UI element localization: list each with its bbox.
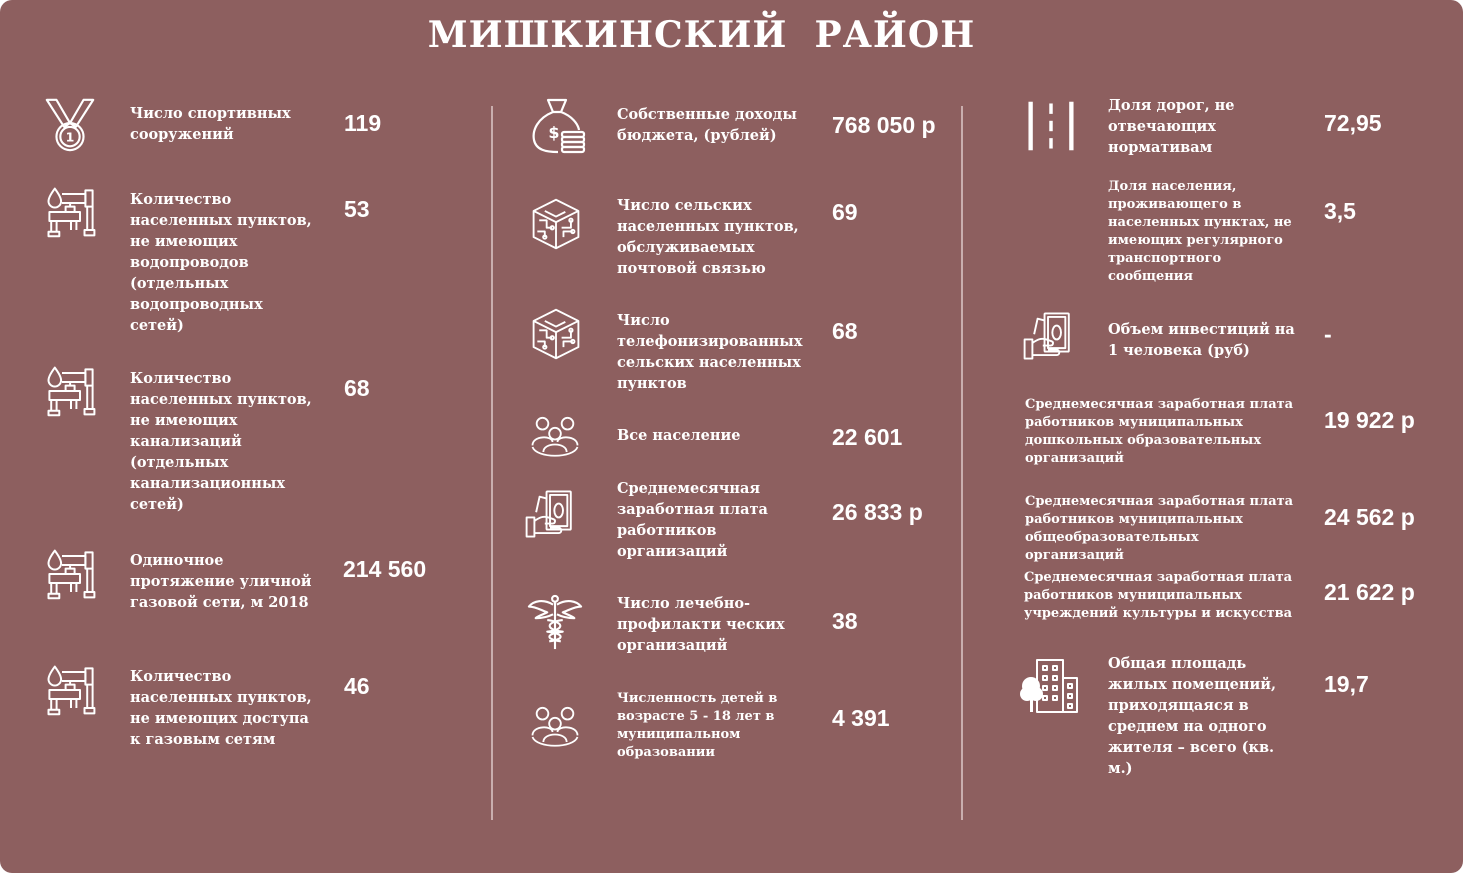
stat-value: 21 622 р (1324, 579, 1415, 605)
pipes-icon (44, 662, 98, 718)
stat-label: Среднемесячная заработная плата работников муниципальных дошкольных образовательных организаций (1025, 397, 1294, 466)
people-group-icon (524, 702, 586, 752)
stat-label: Число лечебно-профилакти ческих организаций (617, 595, 785, 654)
stat-value: 69 (832, 199, 858, 225)
stat-label: Среднемесячная заработная плата работников муниципальных общеобразовательных организаций (1025, 494, 1294, 563)
column-divider-right (961, 106, 963, 820)
people-group-icon (524, 412, 586, 462)
stat-label: Общая площадь жилых помещений, приходящаяся в среднем на одного жителя – всего (кв. м.) (1108, 655, 1277, 777)
stat-label: Доля дорог, не отвечающих нормативам (1108, 97, 1235, 156)
road-icon (1025, 96, 1077, 156)
stat-value: 68 (344, 375, 370, 401)
hand-money-icon (524, 486, 576, 542)
stat-value: 19,7 (1324, 671, 1369, 697)
stat-value: 68 (832, 318, 858, 344)
circuit-cube-icon (528, 194, 584, 254)
stat-label: Доля населения, проживающего в населенных пунктах, не имеющих регулярного транспортного сообщения (1108, 179, 1292, 284)
stat-label: Среднемесячная заработная плата работников муниципальных учреждений культуры и искусства (1024, 570, 1293, 621)
circuit-cube-icon (528, 304, 584, 364)
stat-value: 119 (344, 110, 382, 136)
stat-label: Число телефонизированных сельских населенных пунктов (617, 312, 803, 392)
stat-label: Одиночное протяжение уличной газовой сети, м 2018 (130, 552, 312, 611)
stat-label: Количество населенных пунктов, не имеющих канализаций (отдельных канализационных сетей) (130, 370, 312, 513)
building-tree-icon (1018, 656, 1080, 716)
stat-value: 214 560 (343, 556, 427, 582)
medal-icon (40, 96, 100, 154)
stat-value: - (1324, 321, 1332, 347)
stat-value: 22 601 (832, 424, 903, 450)
stat-label: Объем инвестиций на 1 человека (руб) (1108, 321, 1295, 359)
hand-money-icon (1022, 308, 1074, 364)
money-bag-icon (528, 96, 588, 156)
stat-value: 46 (344, 673, 370, 699)
caduceus-icon (526, 592, 584, 652)
stat-value: 24 562 р (1324, 504, 1415, 530)
stat-value: 72,95 (1324, 110, 1382, 136)
stat-label: Число сельских населенных пунктов, обслуживаемых почтовой связью (617, 197, 799, 277)
stat-value: 53 (344, 196, 370, 222)
pipes-icon (44, 184, 98, 240)
stat-value: 4 391 (832, 705, 890, 731)
stat-label: Число спортивных сооружений (130, 105, 291, 143)
stat-label: Количество населенных пунктов, не имеющих доступа к газовым сетям (130, 668, 312, 748)
stat-label: Среднемесячная заработная плата работников организаций (617, 480, 768, 560)
page-title: МИШКИНСКИЙ РАЙОН (427, 14, 976, 56)
stat-value: 38 (832, 608, 858, 634)
stat-label: Все население (617, 427, 741, 444)
column-divider-left (491, 106, 493, 820)
stat-value: 26 833 р (832, 499, 923, 525)
pipes-icon (44, 363, 98, 419)
stat-value: 3,5 (1324, 198, 1356, 224)
stat-value: 768 050 р (832, 112, 936, 138)
stat-value: 19 922 р (1324, 407, 1415, 433)
stat-label: Собственные доходы бюджета, (рублей) (617, 106, 797, 144)
stat-label: Численность детей в возрасте 5 - 18 лет в муниципальном образовании (617, 691, 778, 760)
stat-label: Количество населенных пунктов, не имеющих водопроводов (отдельных водопроводных сетей) (130, 191, 312, 334)
pipes-icon (44, 546, 98, 602)
